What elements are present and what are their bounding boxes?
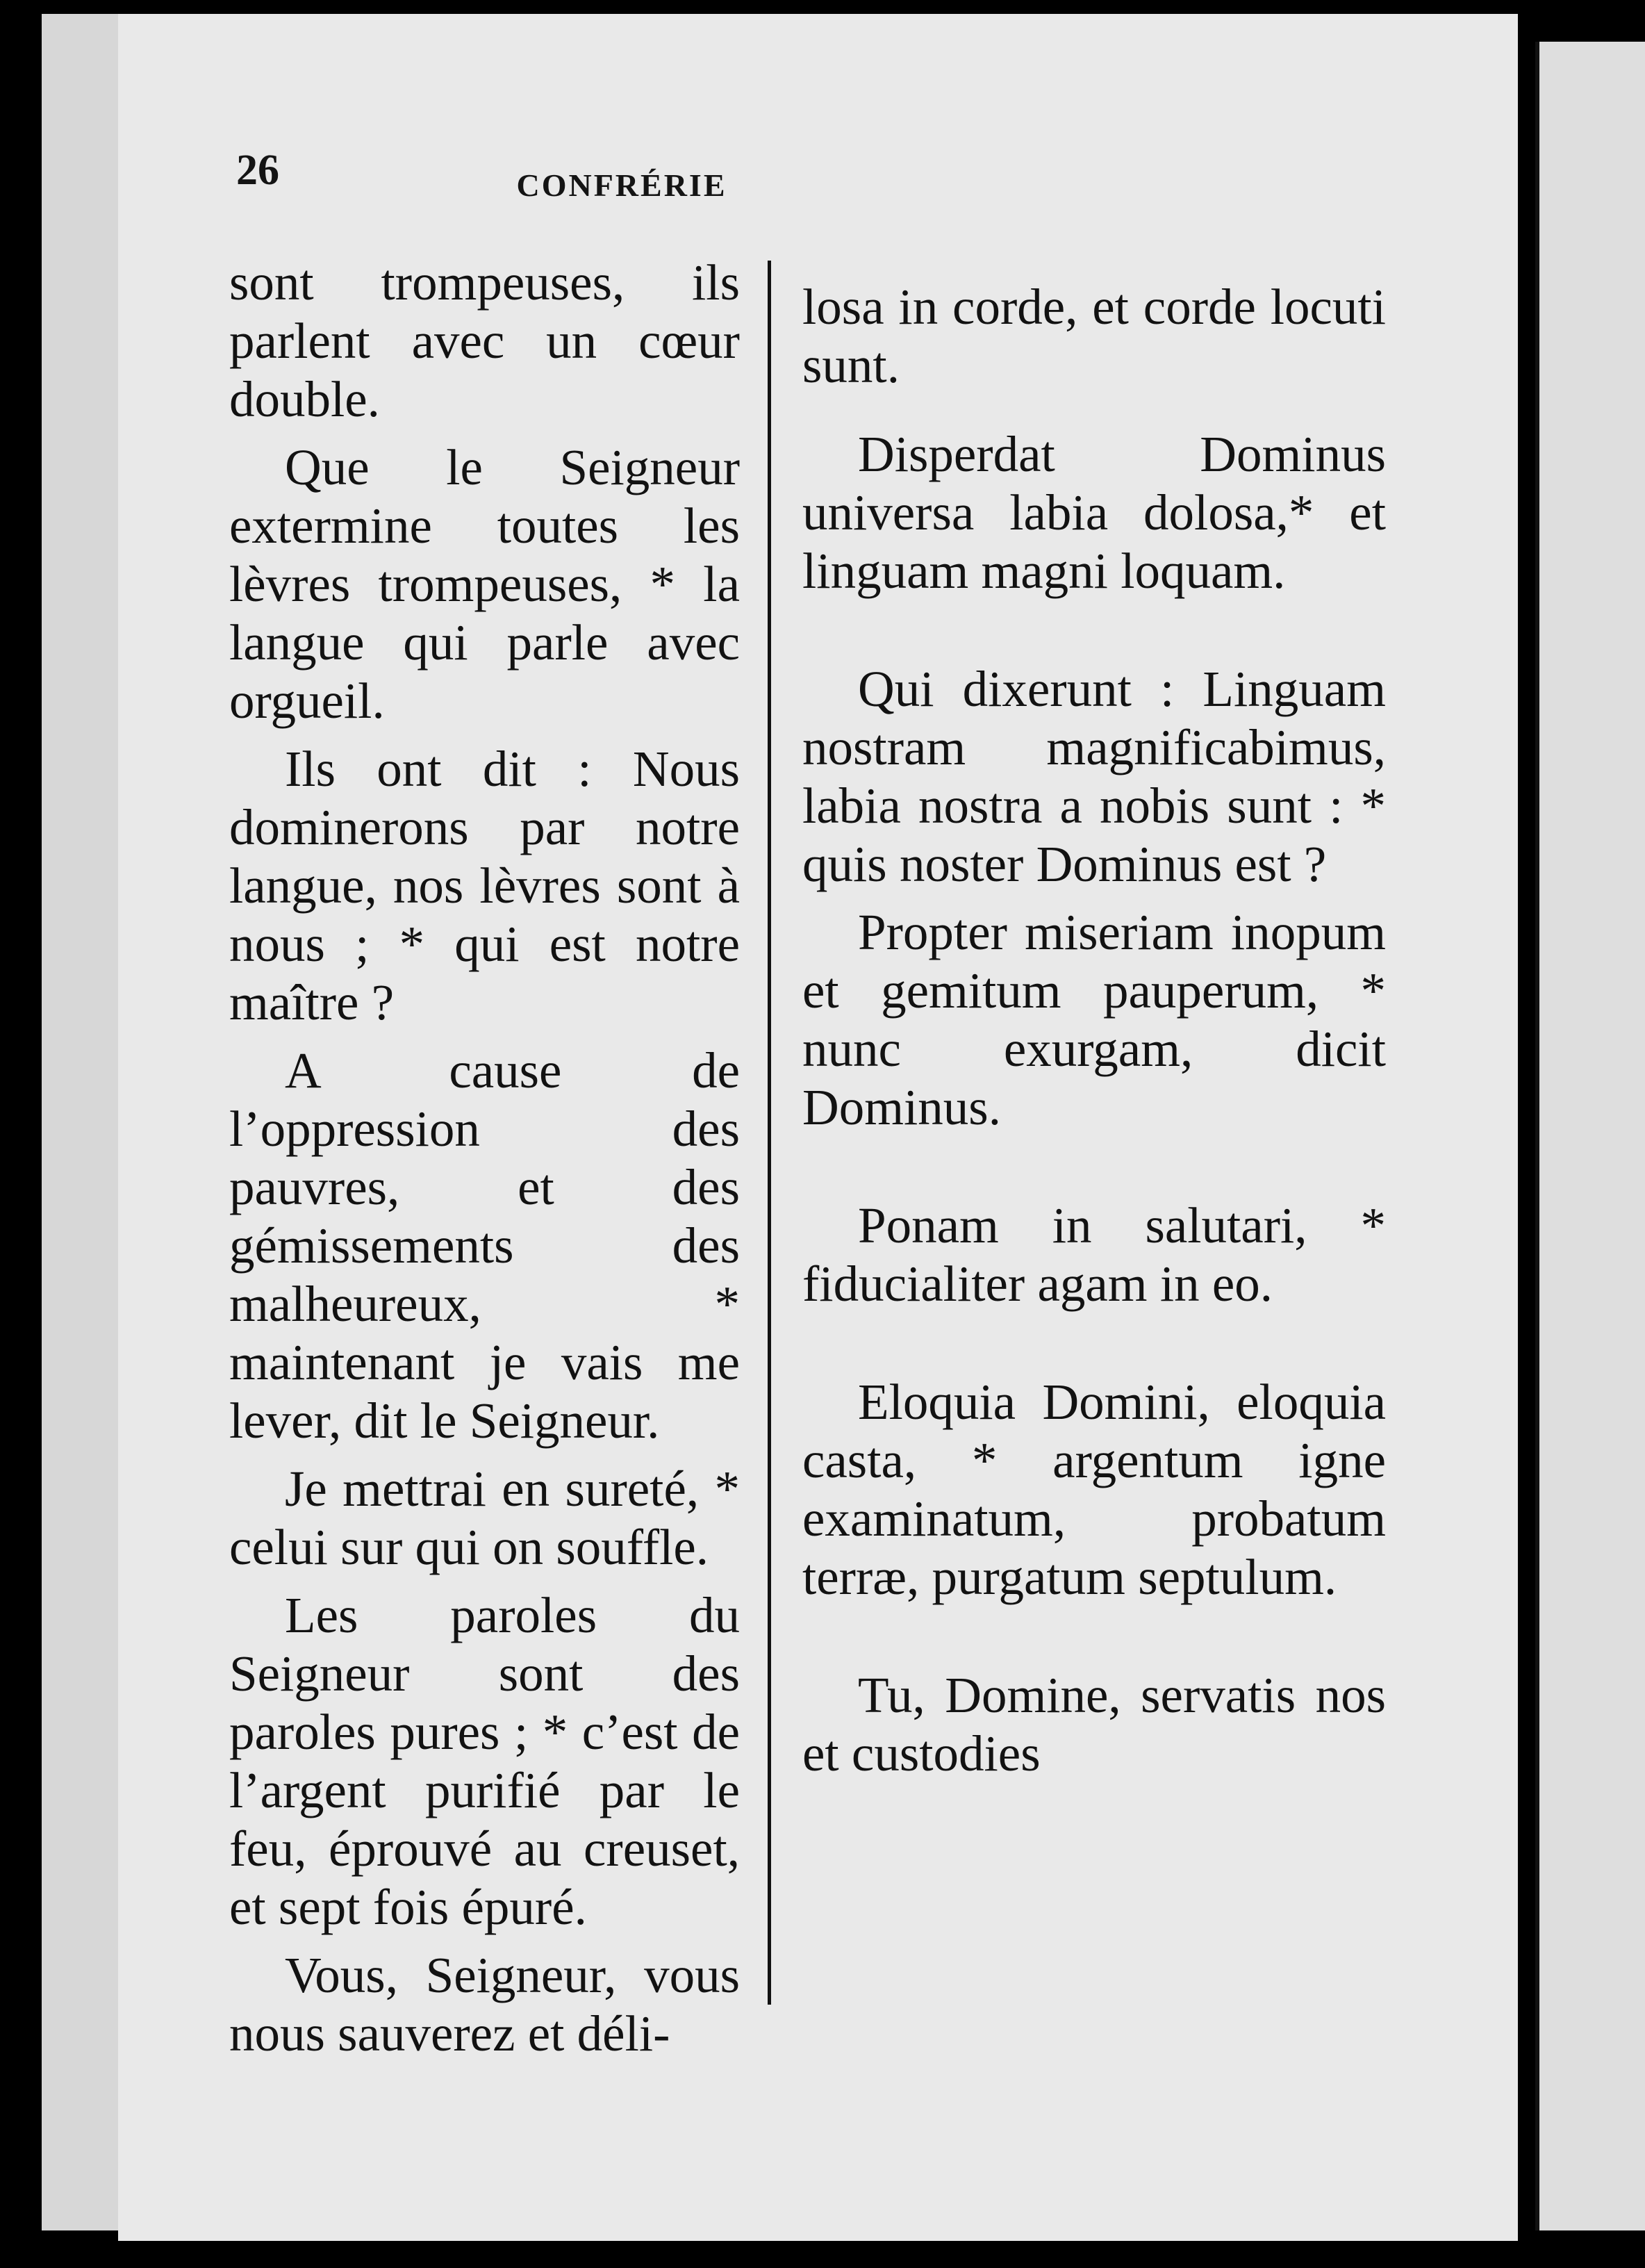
page-number: 26 [236,147,279,194]
french-verse: Je mettrai en sureté, * celui sur qui on souffle. [229,1461,740,1575]
running-title: CONFRÉRIE [516,167,727,203]
french-column [229,254,740,2063]
french-verse: Ils ont dit : Nous dominerons par notre langue, nos lèvres sont à nous ; * qui est notre maître ? [229,741,740,1030]
column-divider [768,261,771,2005]
left-page-edge [42,14,121,2230]
french-verse: sont trompeuses, ils parlent avec un cœur double. [229,254,740,427]
latin-verse: Propter miseriam inopum et gemitum pauperum, * nunc exurgam, dicit Dominus. [802,904,1386,1135]
right-page-edge [1535,42,1645,2230]
book-page [118,14,1518,2241]
french-verse: A cause de l’oppression des pauvres, et des gémissements des malheureux, * maintenant je vais me lever, dit le Seigneur. [229,1042,740,1449]
french-verse: Que le Seigneur extermine toutes les lèvres trompeuses, * la langue qui parle avec orgueil. [229,439,740,729]
latin-verse: Ponam in salutari, * fiducialiter agam in eo. [802,1197,1386,1312]
french-verse: Vous, Seigneur, vous nous sauverez et déli- [229,1947,740,2062]
latin-verse: Disperdat Dominus universa labia dolosa,* et linguam magni loquam. [802,426,1386,599]
latin-verse: Tu, Domine, servatis nos et custodies [802,1667,1386,1782]
french-verse: Les paroles du Seigneur sont des paroles pures ; * c’est de l’argent purifié par le feu, éprouvé au creuset, et sept fois épuré. [229,1587,740,1935]
latin-verse: losa in corde, et corde locuti sunt. [802,279,1386,393]
latin-column [802,278,1386,1783]
latin-verse: Eloquia Domini, eloquia casta, * argentum igne examinatum, probatum terræ, purgatum septulum. [802,1374,1386,1605]
latin-verse: Qui dixerunt : Linguam nostram magnificabimus, labia nostra a nobis sunt : * quis noster Dominus est ? [802,661,1386,892]
